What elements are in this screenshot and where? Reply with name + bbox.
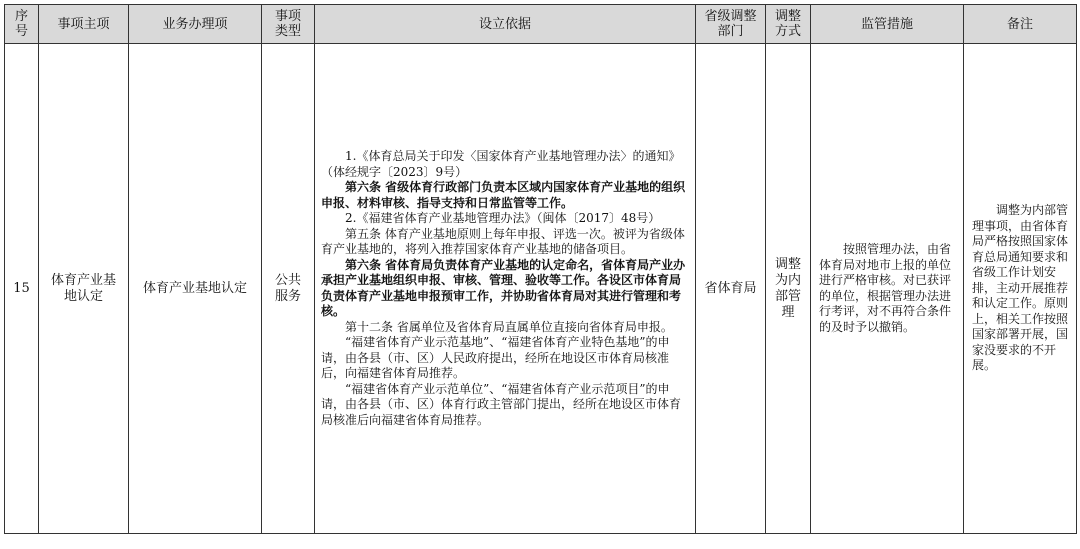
- basis-para-4: 第五条 体育产业基地原则上每年申报、评选一次。被评为省级体育产业基地的，将列入推荐国家体育产业基地的储备项目。: [321, 226, 685, 256]
- basis-para-2: 第六条 省级体育行政部门负责本区域内国家体育产业基地的组织申报、材料审核、指导支持和日常监管等工作。: [321, 180, 686, 210]
- header-seq: 序号: [5, 5, 39, 44]
- header-remark: 备注: [964, 5, 1077, 44]
- header-supervision: 监管措施: [811, 5, 964, 44]
- header-item-type: 事项类型: [262, 5, 315, 44]
- cell-remark: [964, 44, 1077, 534]
- header-dept: 省级调整部门: [696, 5, 766, 44]
- header-method: 调整方式: [766, 5, 811, 44]
- cell-dept: 省体育局: [696, 44, 766, 534]
- cell-business-item: 体育产业基地认定: [129, 44, 262, 534]
- basis-para-7: “福建省体育产业示范基地”、“福建省体育产业特色基地”的申请，由各县（市、区）人民政府提出，经所在地设区市体育局核准后，向福建省体育局推荐。: [321, 335, 670, 380]
- basis-para-8: “福建省体育产业示范单位”、“福建省体育产业示范项目”的申请，由各县（市、区）体育行政主管部门提出，经所在地设区市体育局核准后向福建省体育局推荐。: [321, 381, 682, 427]
- basis-para-3: 2.《福建省体育产业基地管理办法》（闽体〔2017〕48号）: [345, 211, 661, 225]
- cell-seq: 15: [5, 44, 39, 534]
- cell-item-type: 公共服务: [262, 44, 315, 534]
- cell-method: 调整为内部管理: [766, 44, 811, 534]
- header-basis: 设立依据: [315, 5, 696, 44]
- header-business-item: 业务办理项: [129, 5, 262, 44]
- header-main-item: 事项主项: [39, 5, 129, 44]
- basis-para-6: 第十二条 省属单位及省体育局直属单位直接向省体育局申报。: [345, 319, 673, 334]
- remark-text: 调整为内部管理事项，由省体育局严格按照国家体育总局通知要求和省级工作计划安排，主动开展推荐和认定工作。原则上，相关工作按照国家部署开展，国家没要求的不开展。: [972, 203, 1069, 373]
- basis-para-1: 1.《体育总局关于印发〈国家体育产业基地管理办法〉的通知》（体经规字〔2023〕9号）: [321, 149, 681, 179]
- item-table: [4, 4, 1077, 534]
- header-row: [5, 5, 1077, 44]
- cell-supervision: [811, 44, 964, 534]
- supervision-text: 按照管理办法，由省体育局对地市上报的单位进行严格审核。对已获评的单位，根据管理办法进行考评，对不再符合条件的及时予以撤销。: [819, 242, 952, 334]
- cell-basis: [315, 44, 696, 534]
- table-row: [5, 44, 1077, 534]
- cell-main-item: 体育产业基地认定: [39, 44, 129, 534]
- basis-para-5: 第六条 省体育局负责体育产业基地的认定命名，省体育局产业办承担产业基地组织申报、审核、管理、验收等工作。各设区市体育局负责体育产业基地申报预审工作，并协助省体育局对其进行管理和考核。: [321, 257, 686, 318]
